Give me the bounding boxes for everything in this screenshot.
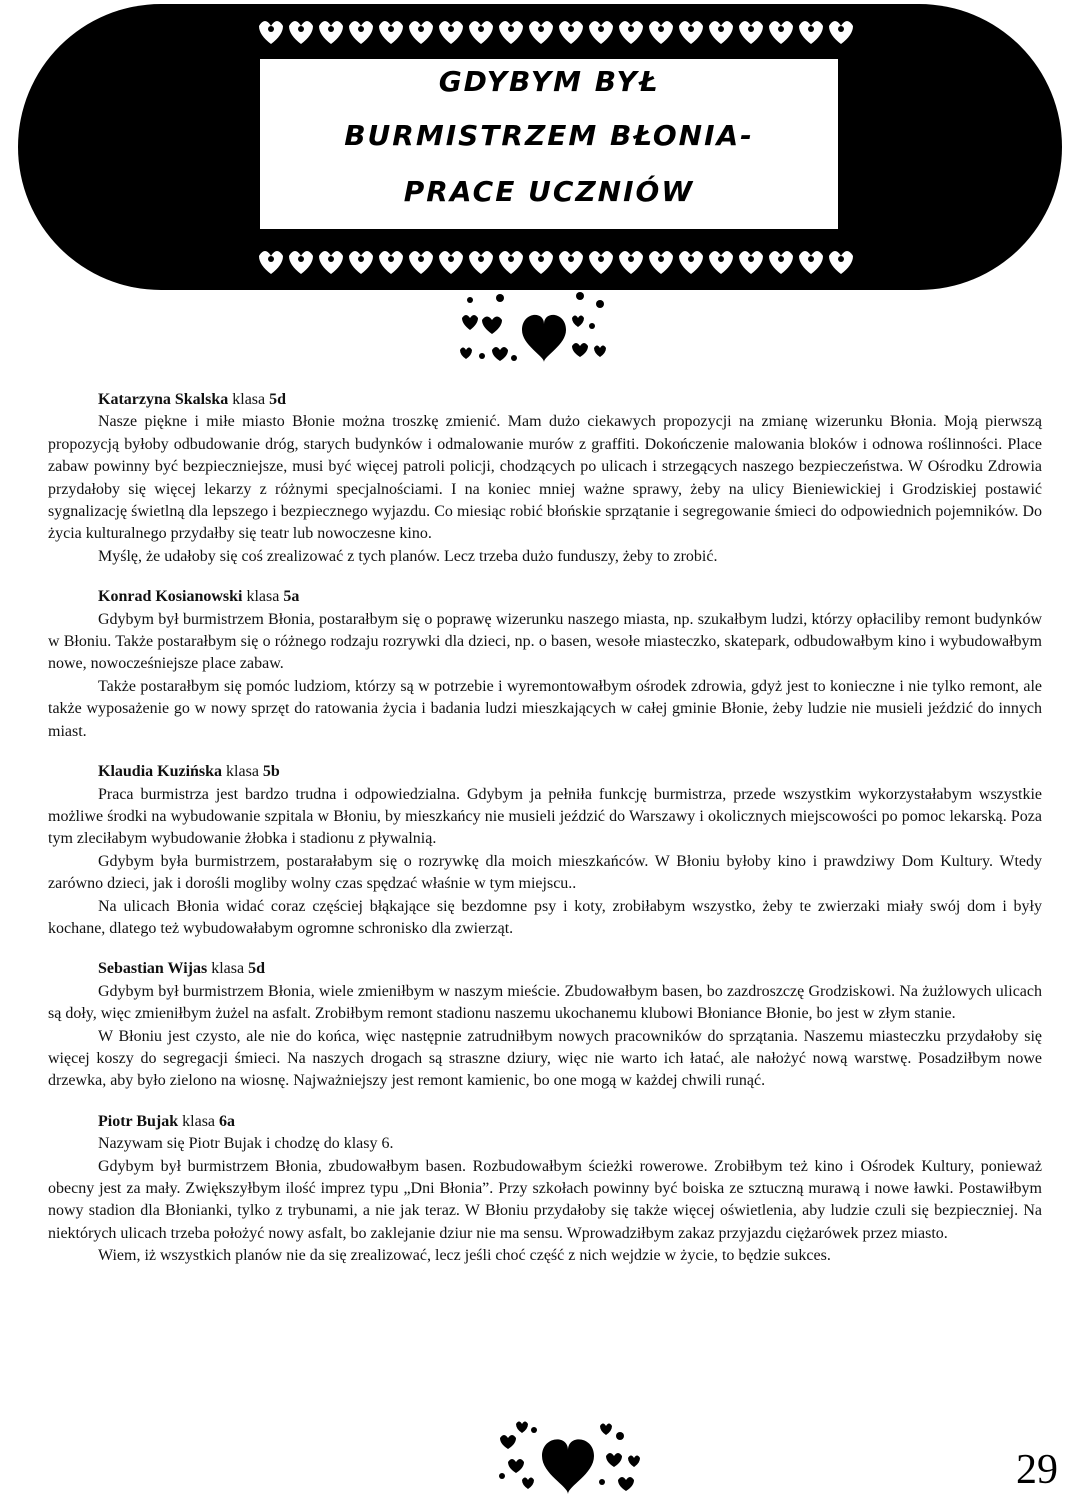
title-line-1: GDYBYM BYŁ — [438, 65, 660, 98]
entry-heading — [48, 389, 1042, 411]
class-value: 5b — [262, 763, 280, 781]
border-heart-icon — [499, 251, 523, 274]
author-name: Sebastian Wijas — [98, 960, 208, 978]
border-heart-icon — [259, 251, 283, 274]
border-heart-icon — [589, 21, 613, 44]
border-heart-icon — [289, 251, 313, 274]
border-heart-icon — [469, 21, 493, 44]
paragraph: Nazywam się Piotr Bujak i chodzę do klasy 6. — [98, 1135, 394, 1153]
border-heart-icon — [709, 251, 733, 274]
border-heart-icon — [259, 21, 283, 44]
entry-heading — [48, 761, 1042, 783]
hearts-border-bottom — [256, 244, 860, 278]
border-heart-icon — [679, 251, 703, 274]
class-value: 6a — [219, 1112, 236, 1130]
border-heart-icon — [319, 21, 343, 44]
class-value: 5d — [248, 960, 265, 978]
title-line-3: PRACE UCZNIÓW — [403, 175, 695, 208]
border-heart-icon — [529, 251, 553, 274]
title-box — [258, 57, 840, 231]
paragraph: Także postarałbym się pomóc ludziom, którzy są w potrzebie i wyremontowałbym ośrodek zdrowia, gdyż jest to konieczne i nie tylko remont, ale także wyposażenie go w nowy sprzęt do ratowania życia i badania ludzi mieszkających w całej gminie Błonie, żeby ludzie nie musieli jeździć do innych miast. — [48, 677, 1042, 740]
class-label: klasa — [232, 391, 266, 408]
border-heart-icon — [289, 21, 313, 44]
border-heart-icon — [739, 251, 763, 274]
paragraph: Gdybym był burmistrzem Błonia, wiele zmieniłbym w naszym mieście. Zbudowałbym basen, bo zazdroszczę Grodziskowi. Na żużlowych ulicach są doły, więc zmieniłbym żużel na asfalt. Zrobiłbym remont stadionu naszemu ukochanemu klubowi Błoniance Błonie, bo jest w złym stanie. — [48, 982, 1042, 1023]
class-label: klasa — [226, 763, 259, 781]
paragraph: W Błoniu jest czysto, ale nie do końca, więc następnie zatrudniłbym nowych pracowników do sprzątania. Naszemu miasteczku przydałoby się więcej koszy do segregacji śmieci. Na naszych drogach są straszne dziury, więc nie warto ich łatać, ale nałożyć nową warstwę. Posadziłbym nowe drzewka, aby było zielono na wiosnę. Najważniejszy jest remont kamienic, bo one mogą w każdej chwili runąć. — [48, 1027, 1042, 1090]
entry-klaudia-kuzinska — [48, 761, 1042, 940]
hearts-border-top — [256, 14, 860, 48]
header-banner — [18, 4, 1062, 290]
paragraph: Praca burmistrza jest bardzo trudna i odpowiedzialna. Gdybym ja pełniła funkcję burmistrza, przede wszystkim wykorzystałabym wszystkie możliwe środki na wybudowanie szpitala w Błoniu, by mieszkańcy nie musieli jeździć do Warszawy i okolicznych miejscowości po pomoc lekarską. Poza tym zleciłabym wybudowanie żłobka i stadionu z pływalnią. — [48, 785, 1042, 848]
border-heart-icon — [649, 251, 673, 274]
border-heart-icon — [619, 21, 643, 44]
entry-heading — [48, 958, 1042, 980]
border-heart-icon — [709, 21, 733, 44]
entry-konrad-kosianowski — [48, 586, 1042, 743]
border-heart-icon — [469, 251, 493, 274]
border-heart-icon — [409, 21, 433, 44]
entry-katarzyna-skalska — [48, 389, 1042, 568]
border-heart-icon — [409, 251, 433, 274]
entry-heading — [48, 586, 1042, 608]
border-heart-icon — [649, 21, 673, 44]
hearts-decoration-top-icon — [452, 290, 612, 365]
border-heart-icon — [769, 21, 793, 44]
entry-heading — [48, 1111, 1042, 1133]
paragraph: Gdybym był burmistrzem Błonia, zbudowałbym basen. Rozbudowałbym ścieżki rowerowe. Zrobiłbym też kino i Ośrodek Kultury, ponieważ obecny jest za mały. Zwiększyłbym ilość imprez typu „Dni Błonia”. Przy szkołach powinny być boiska ze sztuczną murawą i nowe ławki. Postawiłbym nowy stadion dla Błonianki, tylko z trybunami, a nie jak teraz. W Błoniu przydałoby się także więcej oświetlenia, aby ludzie czuli się bezpieczniej. Na niektórych ulicach trzeba położyć nowy asfalt, bo zaklejanie dziur nie ma sensu. Wprowadziłbym zakaz przyjazdu ciężarówek przez miasto. — [48, 1157, 1042, 1242]
title-line-2: BURMISTRZEM BŁONIA- — [344, 119, 754, 152]
border-heart-icon — [829, 251, 853, 274]
author-name: Klaudia Kuzińska — [98, 763, 223, 781]
border-heart-icon — [559, 251, 583, 274]
border-heart-icon — [439, 251, 463, 274]
border-heart-icon — [799, 21, 823, 44]
entry-piotr-bujak — [48, 1111, 1042, 1268]
border-heart-icon — [379, 251, 403, 274]
author-name: Piotr Bujak — [98, 1112, 179, 1130]
author-name: Konrad Kosianowski — [98, 588, 243, 606]
article-content — [48, 389, 1042, 1286]
border-heart-icon — [499, 21, 523, 44]
hearts-decoration-bottom-icon — [494, 1418, 654, 1496]
border-heart-icon — [349, 251, 373, 274]
border-heart-icon — [439, 21, 463, 44]
paragraph: Nasze piękne i miłe miasto Błonie można troszkę zmienić. Mam dużo ciekawych propozycji na zmianę wizerunku Błonia. Moją pierwszą propozycją byłoby odbudowanie dróg, starych budynków i odmalowanie murów z graffiti. Dokończenie malowania bloków i odnowa roślinności. Place zabaw powinny być bezpieczniejsze, musi być więcej patroli policji, chodzących po ulicach i strzegących naszego bezpieczeństwa. W Ośrodku Zdrowia przydałoby się więcej lekarzy z różnymi specjalnościami. I na koniec mniej ważne sprawy, żeby na ulicy Bieniewickiej i Grodziskiej postawić sygnalizację świetlną dla lepszego i bezpiecznego wyjazdu. Co miesiąc robić błońskie sprzątanie i segregowanie śmieci do odpowiednich pojemników. Do życia kulturalnego przydałby się teatr lub nowoczesne kino. — [48, 413, 1042, 543]
paragraph: Na ulicach Błonia widać coraz częściej błąkające się bezdomne psy i koty, zrobiłabym wszystko, żeby te zwierzaki miały swój dom i były kochane, dlatego też wybudowałabym ogromne schronisko dla zwierząt. — [48, 897, 1042, 937]
border-heart-icon — [379, 21, 403, 44]
border-heart-icon — [829, 21, 853, 44]
paragraph: Myślę, że udałoby się coś zrealizować z tych planów. Lecz trzeba dużo funduszy, żeby to zrobić. — [98, 547, 718, 565]
entry-sebastian-wijas — [48, 958, 1042, 1092]
class-value: 5a — [283, 588, 300, 606]
border-heart-icon — [559, 21, 583, 44]
border-heart-icon — [319, 251, 343, 274]
author-name: Katarzyna Skalska — [98, 391, 229, 408]
border-heart-icon — [619, 251, 643, 274]
border-heart-icon — [529, 21, 553, 44]
paragraph: Wiem, iż wszystkich planów nie da się zrealizować, lecz jeśli choć część z nich wejdzie w życie, to będzie sukces. — [98, 1247, 831, 1265]
page-number: 29 — [1016, 1447, 1058, 1493]
paragraph: Gdybym była burmistrzem, postarałabym się o rozrywkę dla moich mieszkańców. W Błoniu byłoby kino i prawdziwy Dom Kultury. Wtedy zarówno dzieci, jak i dorośli mogliby wolny czas spędzać właśnie w tym miejscu.. — [48, 852, 1042, 893]
class-label: klasa — [246, 588, 280, 606]
border-heart-icon — [349, 21, 373, 44]
paragraph: Gdybym był burmistrzem Błonia, postarałbym się o poprawę wizerunku naszego miasta, np. szukałbym ludzi, którzy opłaciliby remont budynków w Błoniu. Także postarałbym się o różnego rodzaju rozrywki dla dzieci, np. o basen, wesołe miasteczko, skatepark, odbudowałbym kino i wybudowałbym nowe, nowocześniejsze place zabaw. — [48, 610, 1042, 673]
class-value: 5d — [269, 391, 287, 408]
class-label: klasa — [211, 960, 245, 978]
border-heart-icon — [799, 251, 823, 274]
border-heart-icon — [589, 251, 613, 274]
border-heart-icon — [739, 21, 763, 44]
border-heart-icon — [769, 251, 793, 274]
border-heart-icon — [679, 21, 703, 44]
class-label: klasa — [182, 1112, 216, 1130]
